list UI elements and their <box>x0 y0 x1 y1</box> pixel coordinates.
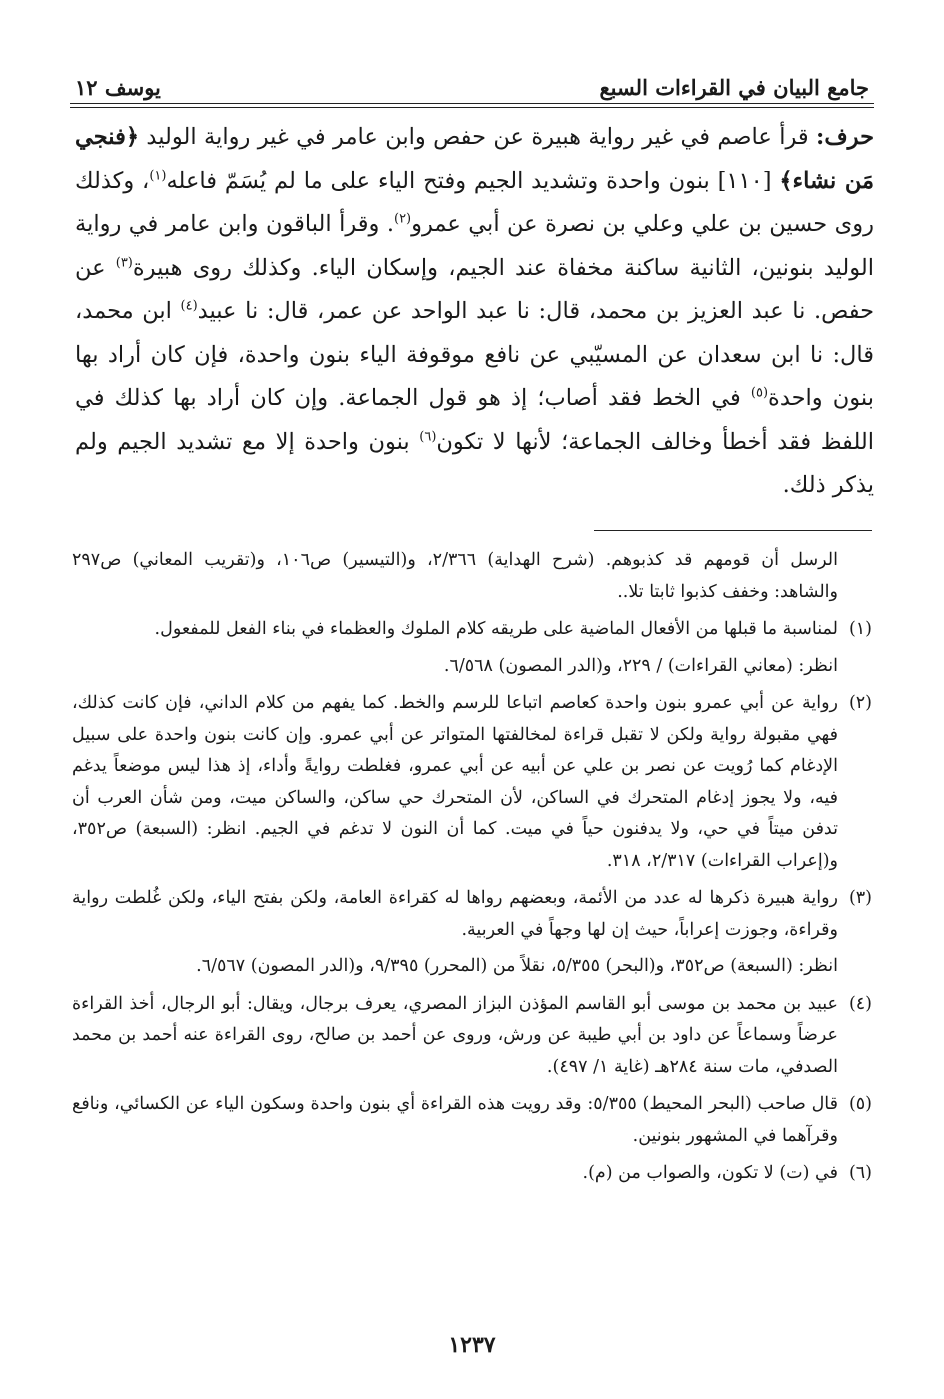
footnote-body <box>72 989 838 1084</box>
footnote-number: (٣) <box>848 888 872 908</box>
footnotes <box>72 545 872 1196</box>
text-run: ، وكذلك روى حسين بن علي وعلي بن نصرة عن أبي عمرو <box>75 167 874 237</box>
footnote-body <box>72 883 838 983</box>
footnote-3 <box>72 883 872 983</box>
footnote-continuation: الرسل أن قومهم قد كذبوهم. (شرح الهداية) ٢/٣٦٦، و(التيسير) ص١٠٦، و(تقريب المعاني) ص٢٩٧ والشاهد: وخفف كذبوا ثابتا تلا.. <box>72 550 838 602</box>
footnote-text: في (ت) لا تكون، والصواب من (م). <box>582 1163 838 1183</box>
text-run: . وقرأ الباقون وابن عامر في رواية الوليد بنونين، الثانية ساكنة مخفاة عند الجيم، وإسكان الياء. وكذلك روى هبيرة <box>75 211 874 281</box>
footnote-5 <box>72 1089 872 1152</box>
main-paragraph <box>75 116 874 508</box>
footnote-ref-5[interactable]: (٥) <box>750 385 769 401</box>
text-run: في الخط فقد أصاب؛ إذ هو قول الجماعة. وإن كان أراد بها كذلك في اللفظ فقد أخطأ وخالف الجماعة؛ لأنها لا تكون <box>75 385 874 455</box>
quran-verse: ﴿فنجي مَن نشاء﴾ <box>75 124 874 194</box>
footnote-source: انظر: (السبعة) ص٣٥٢، و(البحر) ٥/٣٥٥، نقلاً من (المحرر) ٩/٣٩٥، و(الدر المصون) ٦/٥٦٧. <box>196 956 838 976</box>
footnote-6 <box>72 1158 872 1190</box>
footnote-body <box>72 614 838 682</box>
footnote-4 <box>72 989 872 1084</box>
footnote-1 <box>72 614 872 682</box>
entry-lead: حرف: <box>816 124 874 150</box>
footnote-text: قال صاحب (البحر المحيط) ٥/٣٥٥: وقد رويت هذه القراءة أي بنون واحدة وسكون الياء عن الكسائي، ونافع وقرآهما في المشهور بنونين. <box>72 1094 838 1146</box>
footnote-body <box>72 1158 838 1190</box>
footnote-2 <box>72 688 872 877</box>
footnote-number: (١) <box>848 619 872 639</box>
text-run: [١١٠] بنون واحدة وتشديد الجيم وفتح الياء على ما لم يُسَمّ فاعله <box>166 167 780 194</box>
footnote-text: رواية عن أبي عمرو بنون واحدة كعاصم اتباعا للرسم والخط. كما يفهم من كلام الداني، فإن كانت كذلك، فهي مقبولة رواية ولكن لا تقبل قراءة لمخالفتها المتواتر عن أبي عمرو. وإن كانت بنون واحدة على سبيل الإدغام كما رُويت عن نصر بن علي عن أبيه عن أبي عمرو، فغلطت روايةً وأداء، إذ هذا ليس موضعاً يدغم فيه، ولا يجوز إدغام المتحرك في الساكن، لأن المتحرك حي ساكن، والساكن ميت، ومن شأن العرب أن تدفن ميتاً في حي، ولا يدفنون حياً في ميت. كما أن النون لا تدغم في الجيم. انظر: (السبعة) ص٣٥٢، و(إعراب القراءات) ٢/٣١٧، ٣١٨. <box>72 693 838 871</box>
running-header <box>75 52 869 100</box>
footnote-body <box>72 688 838 877</box>
footnote-number: (٥) <box>848 1094 872 1114</box>
page-number: ١٢٣٧ <box>448 1332 496 1358</box>
text-run: عن حفص. نا عبد العزيز بن محمد، قال: نا عبد الواحد عن عمر، قال: نا عبيد <box>75 254 874 324</box>
text-run: ابن محمد، قال: نا ابن سعدان عن المسيّبي عن نافع موقوفة الياء بنون واحدة، فإن كان أراد بها بنون واحدة <box>75 298 874 411</box>
footnote-separator <box>594 530 872 531</box>
main-text <box>75 116 874 508</box>
book-title: جامع البيان في القراءات السبع <box>599 75 869 100</box>
footnote-number: (٦) <box>848 1163 872 1183</box>
footnote-text: لمناسبة ما قبلها من الأفعال الماضية على طريقه كلام الملوك والعظماء في بناء الفعل للمفعول. <box>154 619 838 639</box>
footnote-text: رواية هبيرة ذكرها له عدد من الأئمة، وبعضهم رواها له كقراءة العامة، ولكن بفتح الياء، ولكن غُلطت رواية وقراءة، وجوزت إعراباً، حيث إن لها وجهاً في العربية. <box>72 888 838 940</box>
footnote-body <box>72 1089 838 1152</box>
header-rule <box>70 103 874 108</box>
footnote-ref-2[interactable]: (٢) <box>393 211 412 227</box>
footnote-number: (٢) <box>848 693 872 713</box>
footnote-number: (٤) <box>848 993 872 1014</box>
footnote-ref-4[interactable]: (٤) <box>180 298 198 314</box>
footnote-ref-1[interactable]: (١) <box>149 168 167 183</box>
footnote-text: عبيد بن محمد بن موسى أبو القاسم المؤذن البزاز المصري، يعرف برجال، ويقال: أبو الرجال، أخذ القراءة عرضاً وسماعاً عن داود بن أبي طيبة عن ورش، وروى عن أحمد بن صالح، روى القراءة عنه أحمد بن محمد الصدفي، مات سنة ٢٨٤هـ (غاية ١/ ٤٩٧). <box>72 993 838 1077</box>
section-label: يوسف ١٢ <box>75 75 161 100</box>
footnote-ref-3[interactable]: (٣) <box>115 255 133 270</box>
footnote-ref-6[interactable]: (٦) <box>419 429 437 444</box>
text-run: بنون واحدة إلا مع تشديد الجيم ولم يذكر ذلك. <box>75 428 874 498</box>
text-run: قرأ عاصم في غير رواية هبيرة عن حفص وابن عامر في غير رواية الوليد <box>139 124 817 150</box>
footnote-source: انظر: (معاني القراءات) / ٢٢٩، و(الدر المصون) ٦/٥٦٨. <box>443 655 838 676</box>
